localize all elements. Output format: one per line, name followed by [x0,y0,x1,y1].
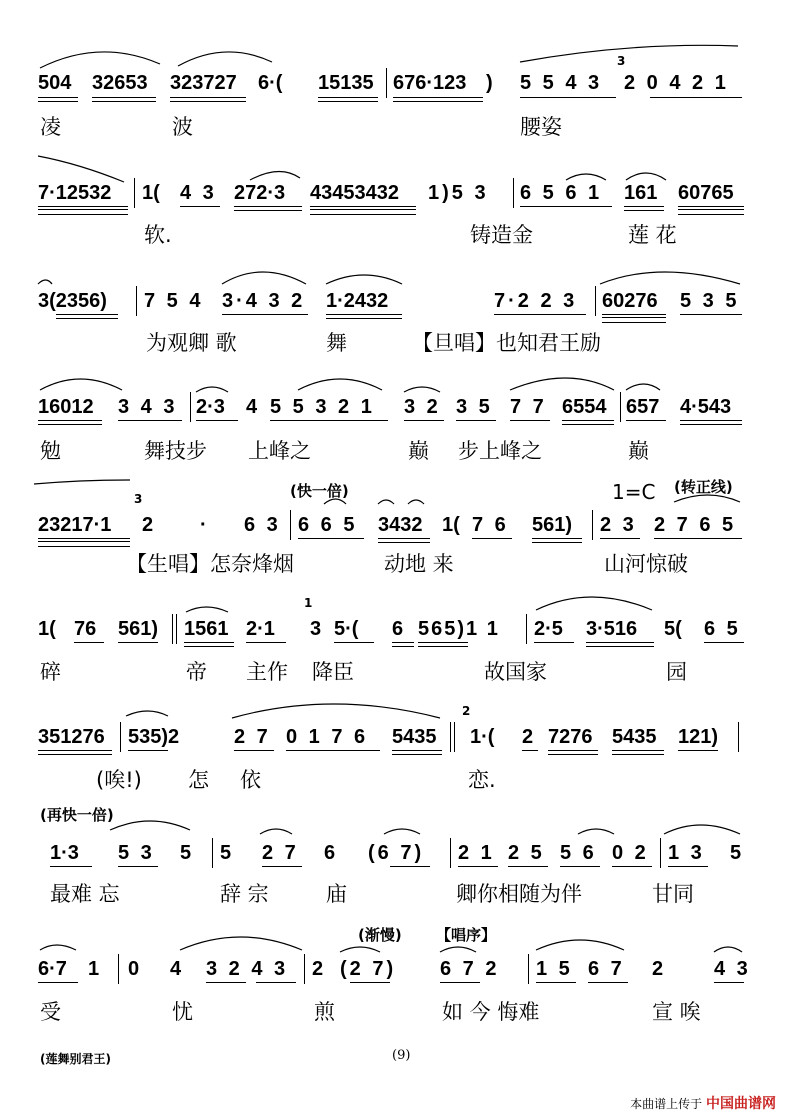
section-mark: 【唱序】 [436,926,497,944]
barline [190,392,191,422]
barline [513,178,514,208]
note-group: 2 3 [600,514,637,536]
note-group: 2·1 [246,618,275,640]
note-group: 1·3 [50,842,79,864]
note-group: 3 [310,618,322,640]
note-group: 504 [38,72,72,94]
note-group: 121) [678,726,719,748]
note-group: 0 2 [612,842,649,864]
underline [38,420,102,425]
note-group: 2 [522,726,534,748]
note-group: 657 [626,396,660,418]
note-group: 2 0 4 2 1 [624,72,729,94]
note-group: 1 [88,958,100,980]
underline [404,420,444,421]
underline [38,206,128,215]
underline [74,642,104,643]
lyric: 甘同 [652,882,694,906]
note-group: 3432 [378,514,423,536]
lyric: 园 [666,660,687,684]
note-group: 161 [624,182,658,204]
tempo-mark: (再快一倍) [40,806,114,824]
slur-layer [0,256,790,356]
system-5 [0,472,790,576]
note-group: 5435 [612,726,657,748]
underline [196,420,238,421]
lyric: 煎 [314,1000,335,1024]
note-group: 323727 [170,72,237,94]
note-group: (2 7) [340,958,397,980]
lyric: 莲 花 [628,223,677,247]
barline [660,838,661,868]
lyric: 步上峰之 [458,439,542,463]
underline [392,750,442,755]
note-group: 1·2432 [326,290,389,312]
lyric: 卿你相随为伴 [456,882,582,906]
note-group: 4 3 [180,182,217,204]
barline [526,614,527,644]
note-group: 7276 [548,726,593,748]
underline [494,314,586,315]
underline [626,420,666,421]
note-group: 6554 [562,396,607,418]
note-group: 3·4 3 2 [222,290,306,312]
system-9 [0,920,790,1024]
underline [286,750,380,751]
underline [262,866,302,867]
lyric: 忧 [172,1000,193,1024]
underline [38,538,130,547]
underline [418,642,468,647]
note-group: 1( [38,618,56,640]
underline [222,314,308,315]
system-8 [0,800,790,906]
lyric: 主作 [246,660,288,684]
barline [134,178,135,208]
underline [586,642,654,647]
underline [678,206,744,215]
lyric: 帝 [186,660,207,684]
note-group: (6 7) [368,842,425,864]
system-6 [0,584,790,684]
note-group: 4·543 [680,396,732,418]
note-group: 1( [142,182,160,204]
underline [472,538,512,539]
barline [118,954,119,984]
note-group: 0 1 7 6 [286,726,369,748]
site-credit [630,1093,776,1113]
underline [678,750,718,751]
note-group: 60276 [602,290,658,312]
underline [600,538,640,539]
lyric: 【生唱】怎奈烽烟 [126,552,294,576]
underline [118,642,158,643]
lyric: 受 [40,1000,61,1024]
note-group: 23217·1 [38,514,112,536]
note-group: 6·7 [38,958,67,980]
barline [386,68,387,98]
note-group: 1561 [184,618,229,640]
underline [38,982,78,983]
note-group: 5·( [334,618,359,640]
note-group: 1)5 3 [428,182,489,204]
underline [510,420,550,421]
note-group: 7 5 4 [144,290,204,312]
note-group: 6 6 5 [298,514,358,536]
note-group: 5 [180,842,192,864]
lyric: 波 [172,115,193,139]
note-group: 5 3 [118,842,155,864]
barline [528,954,529,984]
note-group: 32653 [92,72,148,94]
note-group: 7 6 [472,514,509,536]
lyric: 凌 [40,115,61,139]
underline [536,982,576,983]
note-group: 5 5 3 2 1 [270,396,375,418]
barline [595,286,596,316]
note-group: 3 2 4 3 [206,958,289,980]
barline [450,722,455,752]
underline [234,750,274,751]
underline [234,206,302,211]
lyric: 庙 [326,882,347,906]
underline [56,314,118,319]
key-note: (转正线) [674,478,733,496]
note-group: 6 5 [704,618,741,640]
credit-text: 本曲谱上传于 [630,1097,703,1111]
note-group: 5 [220,842,232,864]
underline [602,314,666,323]
barline [738,722,739,752]
note-group: 2 1 [458,842,495,864]
lyric: 巅 [628,439,649,463]
note-group: 5 5 4 3 [520,72,603,94]
barline [290,510,291,540]
lyric: 辞 宗 [220,882,269,906]
note-group: 7·12532 [38,182,112,204]
underline [206,982,246,983]
lyric: (唉!) [96,768,142,792]
lyric: 巅 [408,439,429,463]
tuplet-mark: 3 [134,492,143,506]
note-group: 565)1 1 [418,618,500,640]
lyric: 降臣 [312,660,354,684]
lyric: 依 [240,768,261,792]
lyric: 山河惊破 [604,552,688,576]
note-group: 2·3 [196,396,225,418]
note-group: 43453432 [310,182,399,204]
key-signature: 1=C [612,480,656,504]
note-group: 60765 [678,182,734,204]
note-group: 561) [118,618,159,640]
barline [136,286,137,316]
system-1 [0,40,790,140]
note-group: 4 [246,396,258,418]
barline [212,838,213,868]
lyric: 铸造金 [470,223,533,247]
page-number: (9) [392,1048,411,1063]
note-group: 561) [532,514,573,536]
lyric: 碎 [40,660,61,684]
underline [350,982,390,983]
lyric: 怎 [188,768,209,792]
underline [714,982,744,983]
system-2 [0,148,790,248]
note-group: 7 7 [510,396,547,418]
lyric: 上峰之 [248,439,311,463]
note-group: 3(2356) [38,290,107,312]
note-group: 2·5 [534,618,563,640]
barline [304,954,305,984]
underline [704,642,744,643]
system-4 [0,364,790,464]
underline [532,538,582,543]
note-group: 272·3 [234,182,286,204]
note-group: 5 3 5 [680,290,740,312]
underline [520,206,612,207]
underline [680,314,742,315]
underline [326,314,402,319]
underline [650,97,742,98]
underline [624,206,664,211]
footer-title: (莲舞别君王) [40,1052,111,1066]
underline [298,538,364,539]
note-group: 535)2 [128,726,180,748]
note-group: 2 [142,514,154,536]
note-group: 2 7 [262,842,299,864]
underline [588,982,628,983]
underline [534,642,574,643]
underline [170,97,246,102]
underline [180,206,220,207]
note-group: 6 7 [588,958,625,980]
lyric: 宣 唉 [652,1000,701,1024]
lyric: 软. [144,223,172,247]
underline [334,642,374,643]
note-group: 16012 [38,396,94,418]
underline [562,420,614,425]
note-group: 6 [392,618,404,640]
note-group: 5 [730,842,742,864]
underline [612,866,652,867]
note-group: 2 [312,958,324,980]
underline [128,750,168,751]
lyric: 勉 [40,439,61,463]
note-group: 6 [324,842,336,864]
underline [458,866,498,867]
note-group: 4 [170,958,182,980]
paren: ) [486,72,493,94]
underline [654,538,742,539]
lyric: 最难 忘 [50,882,120,906]
note-group: 1·( [470,726,495,748]
underline [548,750,598,755]
underline [520,97,616,98]
note-group: 3 2 [404,396,441,418]
note-group: 351276 [38,726,105,748]
lyric: 舞 [326,331,347,355]
lyric: 为观卿 歌 [146,331,237,355]
note-group: 2 7 6 5 [654,514,737,536]
note-group: 2 5 [508,842,545,864]
lyric: 【旦唱】也知君王励 [412,331,601,355]
tempo-mark: (渐慢) [358,926,402,944]
underline [392,642,414,647]
note-group: 5( [664,618,682,640]
note-group: · [200,514,207,536]
lyric: 动地 来 [384,552,454,576]
note-group: 1 5 [536,958,573,980]
underline [668,866,708,867]
underline [38,750,112,755]
barline [120,722,121,752]
underline [560,866,600,867]
barline [450,838,451,868]
note-group: 4 3 [714,958,751,980]
underline [456,420,496,421]
note-group: 1( [442,514,460,536]
lyric: 腰姿 [520,115,562,139]
underline [318,97,378,102]
note-group: 6·( [258,72,283,94]
note-group: 676·123 [393,72,467,94]
underline [310,206,416,215]
underline [508,866,548,867]
note-group: 1 3 [668,842,705,864]
note-group: 6 5 6 1 [520,182,603,204]
note-group: 3 4 3 [118,396,178,418]
underline [522,750,538,751]
barline [172,614,177,644]
lyric: 舞技步 [144,439,207,463]
underline [390,866,430,867]
note-group: 76 [74,618,97,640]
system-3 [0,256,790,356]
note-group: 2 [652,958,664,980]
underline [184,642,234,647]
note-group: 6 3 [244,514,281,536]
note-group: 5435 [392,726,437,748]
underline [38,97,78,102]
note-group: 7·2 2 3 [494,290,578,312]
underline [118,420,182,421]
underline [393,97,483,102]
note-group: 0 [128,958,140,980]
note-group: 3·516 [586,618,638,640]
site-logo[interactable]: 中国曲谱网 [706,1096,776,1112]
underline [378,538,430,543]
underline [256,982,296,983]
tempo-mark: (快一倍) [290,482,349,500]
note-group: 6 7 2 [440,958,500,980]
barline [620,392,621,422]
barline [592,510,593,540]
lyric: 如 今 悔难 [442,1000,540,1024]
underline [680,420,742,425]
underline [246,642,286,643]
underline [50,866,92,867]
grace-mark: 1 [304,596,313,610]
lyric: 恋. [468,768,496,792]
underline [612,750,664,755]
tuplet-mark: 3 [617,54,626,68]
note-group: 15135 [318,72,374,94]
grace-mark: 2 [462,704,471,718]
underline [118,866,158,867]
note-group: 5 6 [560,842,597,864]
underline [270,420,388,421]
note-group: 3 5 [456,396,493,418]
system-7 [0,690,790,790]
lyric: 故国家 [484,660,547,684]
note-group: 2 7 [234,726,271,748]
underline [440,982,480,983]
underline [92,97,156,102]
